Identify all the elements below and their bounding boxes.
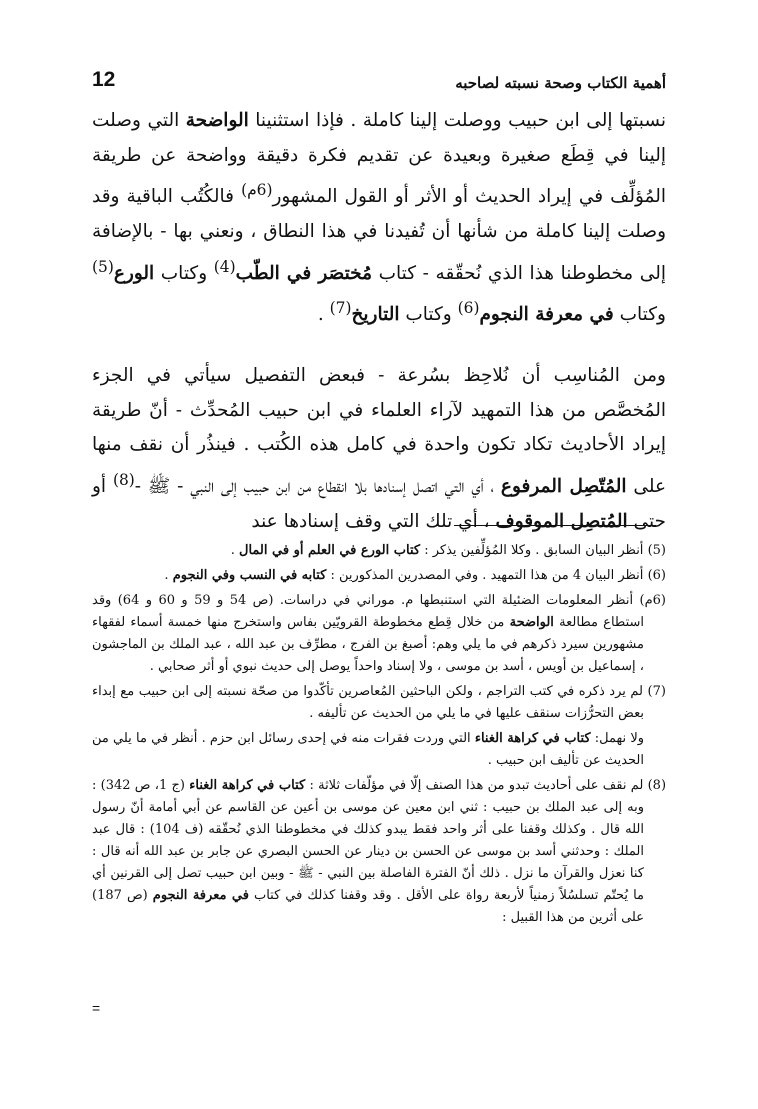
text-run: ، أي التي اتصل إسنادها بلا انقطاع من ابن حبيب إلى النبي - ﷺ - (134, 475, 501, 497)
text-run: ، أي تلك التي وقف إسنادها عند (251, 510, 496, 532)
text-run: لم نقف على أحاديث تبدو من هذا الصنف إلّا في مؤلّفات ثلاثة : (305, 778, 644, 793)
footnote-6 (92, 565, 666, 587)
book-title: الواضحة (509, 615, 554, 630)
book-title-wara: الورع (113, 262, 155, 284)
book-title: كتابه في النسب وفي النجوم (172, 568, 327, 583)
footnote-number: (8) (647, 778, 667, 793)
text-run: من خلال قِطع مخطوطة القرويّين بفاس واستخرج منها خمسة أسماء لفقهاء مشهورين سيرد ذكرهم في ما يلي وهم: أصبغ بن الفرج ، مطرِّف بن عبد الله ، عبد الملك بن الماجشون ، إسماعيل بن أويس ، أسد بن موسى ، ولا إسناد واحداً يوصل إلى حديث نبوي أو أثر صحابي . (92, 615, 644, 674)
text-run: أنظر المعلومات الضئيلة التي استنبطها م. موراني في دراسات. (ص 54 و 59 و 60 و 64) وقد استطاع مطالعة (92, 593, 644, 630)
book-title-wadiha: الواضحة (185, 110, 249, 131)
book-title-tarikh: التاريخ (351, 304, 400, 326)
text-run: ولا نهمل: (590, 731, 645, 746)
paragraph-1 (92, 104, 666, 333)
book-title-nujum: في معرفة النجوم (479, 304, 614, 326)
text-run: . (230, 543, 239, 558)
page-header (92, 62, 666, 92)
book-title-mukhtasar: مُختصَر في الطّب (235, 262, 373, 284)
text-run: أنظر البيان السابق . وكلا المُؤلِّفين يذكر : (420, 543, 644, 558)
footnote-ref[interactable]: (7) (329, 299, 352, 318)
footnote-7-continued (92, 728, 666, 772)
text-run: أو حتى (92, 475, 666, 532)
book-title: كتاب في كراهة الغناء (474, 731, 591, 746)
text-run: فالكُتُب الباقية وقد وصلت إلينا كاملة من شأنها أن تُفيدنا في هذا النطاق ، ونعني بها - بالإضافة إلى مخطوطنا هذا الذي نُحقّقه - كتاب (92, 186, 666, 284)
book-title: كتاب الورع في العلم أو في المال (239, 543, 421, 558)
continuation-mark: = (92, 1000, 101, 1016)
footnote-number: (6) (647, 568, 666, 583)
text-run: وكتاب (613, 304, 666, 326)
footnote-ref[interactable]: (6) (457, 299, 480, 318)
text-run: لم يرد ذكره في كتب التراجم ، ولكن الباحثين المُعاصرين تأكّدوا من صحّة نسبته إلى ابن حبيب مع إبداء بعض التحرُّزات سنقف عليها في ما يلي من الحديث عن تأليفه . (92, 684, 644, 721)
footnote-ref[interactable]: (5) (92, 257, 114, 276)
footnote-ref[interactable]: (6م) (241, 181, 273, 200)
footnote-number: (6م) (639, 593, 666, 608)
footnote-7 (92, 681, 666, 725)
text-run: التي وصلت إلينا في قِطَع صغيرة وبعيدة عن تقديم فكرة دقيقة وواضحة عن طريقة المُؤلِّف في إيراد الحديث أو الأثر أو القول المشهور (92, 110, 666, 208)
running-title: أهمية الكتاب وصحة نسبته لصاحبه (455, 74, 666, 92)
book-title: في معرفة النجوم (152, 888, 249, 903)
paragraph-2 (92, 359, 666, 539)
footnote-5 (92, 540, 666, 562)
text-run: التي وردت فقرات منه في إحدى رسائل ابن حزم . أنظر في ما يلي من الحديث عن تأليف ابن حبيب . (92, 731, 644, 768)
footnote-ref[interactable]: (8) (112, 470, 135, 489)
footnote-divider (454, 525, 656, 526)
text-run: أنظر البيان 4 من هذا التمهيد . وفي المصدرين المذكورين : (326, 568, 644, 583)
term-muttasil-mawquf: المُتصِل الموقوف (495, 510, 628, 532)
footnotes (92, 540, 666, 929)
text-run: (ص 187) على أثرين من هذا القبيل : (92, 888, 644, 925)
text-run: (ج 1، ص 342) : وبه إلى عبد الملك بن حبيب : ثني ابن معين عن موسى بن أعين عن القاسم عن أبي أمامة أنّ رسول الله قال . وكذلك وقفنا على أثر واحد فقط يبدو كذلك في مخطوطنا الذي نُحقّقه (ف 104) : قال عبد الملك : وحدثني أسد بن موسى عن الحسن بن دينار عن الحسن البصري عن جابر بن عبد الله أنه قال : كنا نعزل والقرآن ما نزل . ذلك أنّ الفترة الفاصلة بين النبي - ﷺ - وبين ابن حبيب تصل إلى القرنين أي ما يُحتّم تسلسُلاً زمنياً لأربعة رواة على الأقل . وقد وقفنا كذلك في كتاب (92, 778, 644, 903)
term-muttasil-marfu: المُتّصِل المرفوع (500, 475, 627, 497)
footnote-number: (7) (647, 684, 666, 699)
footnote-6m (92, 590, 666, 678)
footnote-ref[interactable]: (4) (213, 257, 236, 276)
text-run: . (164, 568, 173, 583)
page-number: 12 (92, 68, 116, 91)
text-run: . (317, 304, 330, 326)
text-run: وكتاب (399, 304, 458, 326)
body-text (92, 104, 666, 539)
footnote-8 (92, 775, 666, 929)
text-run: ومن المُناسِب أن نُلاحِظ بسُرعة - فبعض التفصيل سيأتي في الجزء المُخصَّص من هذا التمهيد لآراء العلماء في ابن حبيب المُحدِّث - أنّ طريقة إيراد الأحاديث تكاد تكون واحدة في كامل هذه الكُتب . فينذُر أن نقف منها على (92, 365, 666, 497)
text-run: نسبتها إلى ابن حبيب ووصلت إلينا كاملة . فإذا استثنينا (248, 110, 666, 131)
book-title: كتاب في كراهة الغناء (189, 778, 306, 793)
text-run: وكتاب (154, 262, 214, 284)
footnote-number: (5) (647, 543, 666, 558)
